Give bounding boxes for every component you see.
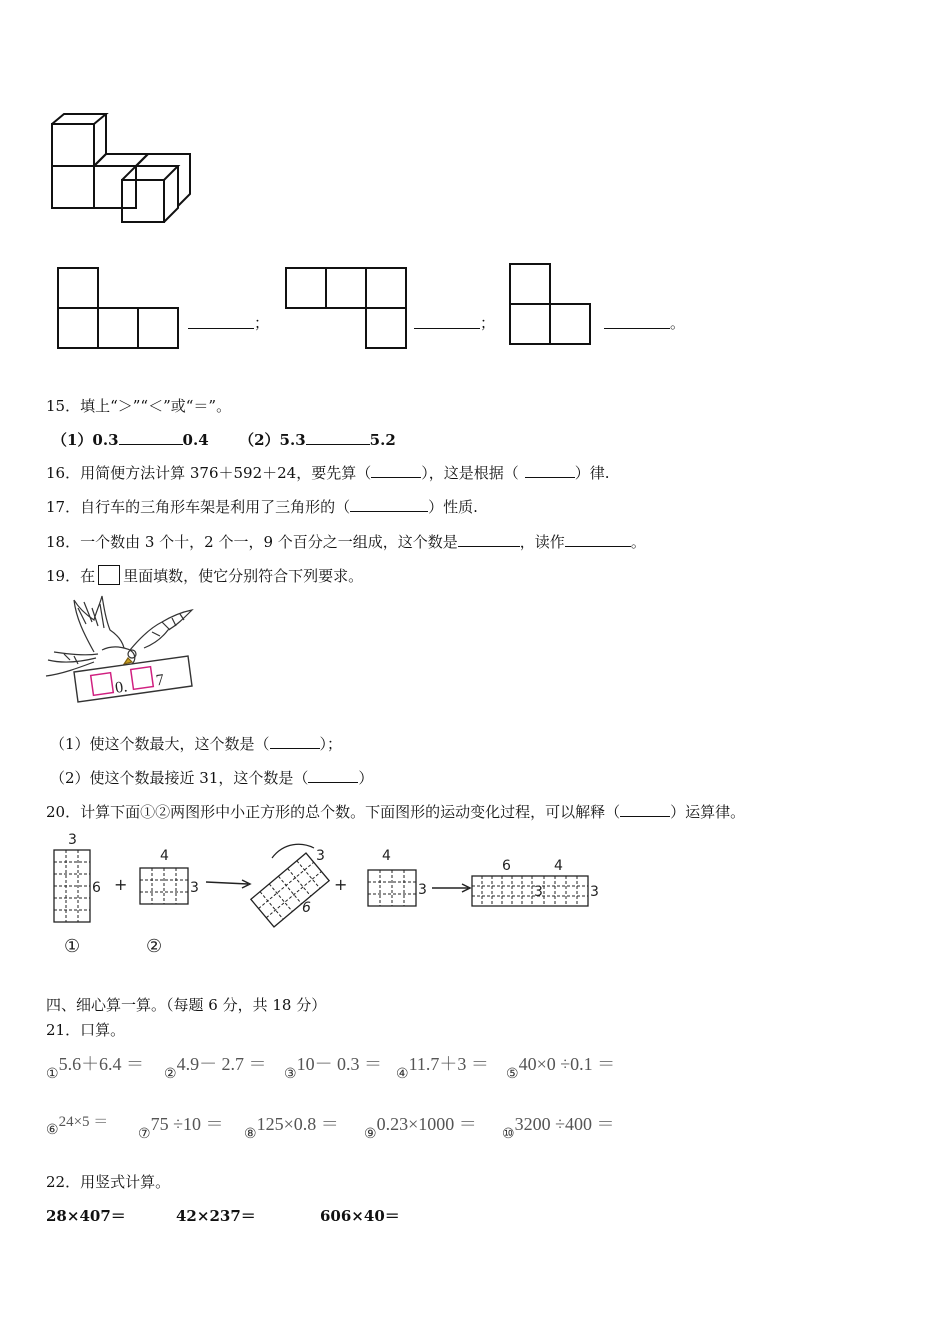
fig2-label: ②	[146, 936, 163, 957]
calc-num-1: ①	[46, 1067, 59, 1082]
q19-pre: 19．在	[46, 567, 96, 585]
q14-blank-3[interactable]	[604, 314, 670, 329]
q22-item-1: 28×407＝	[46, 1207, 126, 1225]
q19-part1-post: ）；	[319, 735, 343, 753]
q19-blank-2[interactable]	[308, 768, 358, 783]
q19-part2	[50, 767, 373, 788]
fig3-side-label-1: 3	[316, 848, 325, 864]
fig5-side-label: 3	[590, 884, 599, 900]
calc-item-5	[506, 1050, 615, 1083]
q19-inline-box	[98, 565, 120, 585]
calc-item-3	[284, 1050, 382, 1083]
q22-item-3: 606×40＝	[320, 1207, 400, 1225]
fig2-top-label: 4	[160, 848, 169, 864]
q17-post: ）性质.	[428, 498, 478, 516]
q20-figure	[44, 830, 604, 960]
q15-part2-post: 5.2	[369, 431, 396, 449]
q22-item-2: 42×237＝	[176, 1207, 256, 1225]
q17-pre: 17．自行车的三角形车架是利用了三角形的（	[46, 498, 351, 516]
q19-part2-post: ）	[358, 769, 374, 787]
calc-num-8: ⑧	[244, 1127, 257, 1142]
calc-expr-9: 0.23×1000 ＝	[376, 1114, 477, 1134]
calc-num-4: ④	[396, 1067, 409, 1082]
q15-blank-2[interactable]	[306, 430, 370, 445]
view-3	[508, 262, 596, 350]
q14-sep-2: ；	[480, 314, 496, 332]
arrow-1	[206, 882, 248, 884]
q22-title: 22．用竖式计算。	[46, 1173, 171, 1191]
calc-expr-3: 10－ 0.3 ＝	[296, 1054, 383, 1074]
calc-item-9	[364, 1110, 477, 1143]
fig2-grid	[140, 868, 188, 904]
calc-item-1	[46, 1050, 144, 1083]
plus-1: +	[114, 875, 128, 894]
fig2-side-label: 3	[190, 880, 199, 896]
fig1-label: ①	[64, 936, 81, 957]
q19-text	[46, 565, 363, 586]
q19-part2-pre: （2）使这个数最接近 31，这个数是（	[50, 769, 309, 787]
bird-card-right: 7	[154, 671, 166, 690]
fig3-side-label-2: 6	[302, 900, 311, 916]
view-2	[284, 266, 410, 352]
calc-item-2	[164, 1050, 267, 1083]
q18-blank-2[interactable]	[565, 532, 631, 547]
calc-expr-10: 3200 ÷400 ＝	[514, 1114, 615, 1134]
bird-card-middle: 0.	[114, 678, 129, 697]
q18-post: 。	[630, 533, 646, 551]
q19-part1	[50, 733, 342, 754]
q20-post: ）运算律。	[670, 803, 746, 821]
q16-text	[46, 462, 610, 483]
calc-num-9: ⑨	[364, 1127, 377, 1142]
plus-2: +	[334, 875, 348, 894]
q21-title: 21．口算。	[46, 1021, 126, 1039]
fig5-top-label-2: 4	[554, 858, 563, 874]
view-1	[56, 266, 182, 352]
q20-blank[interactable]	[620, 802, 670, 817]
calc-expr-8: 125×0.8 ＝	[256, 1114, 339, 1134]
q15-part2-pre: （2）5.3	[239, 431, 306, 449]
q15-part1-pre: （1）0.3	[52, 431, 119, 449]
calc-num-10: ⑩	[502, 1127, 515, 1142]
calc-num-3: ③	[284, 1067, 297, 1082]
calc-item-7	[138, 1110, 223, 1143]
q15-parts	[52, 429, 396, 450]
q16-post: ）律.	[574, 464, 610, 482]
q14-sep-1: ；	[254, 314, 270, 332]
calc-num-2: ②	[164, 1067, 177, 1082]
fig4-top-label: 4	[382, 848, 391, 864]
q17-blank[interactable]	[350, 497, 428, 512]
calc-item-10	[502, 1110, 614, 1143]
q17-text	[46, 496, 478, 517]
calc-expr-1: 5.6＋6.4 ＝	[58, 1054, 145, 1074]
calc-expr-4: 11.7＋3 ＝	[408, 1054, 489, 1074]
q15-text: 15．填上“＞”“＜”或“＝”。	[46, 397, 232, 415]
q16-pre: 16．用简便方法计算 376＋592＋24，要先算（	[46, 464, 372, 482]
calc-num-7: ⑦	[138, 1127, 151, 1142]
fig1-grid	[54, 850, 90, 922]
q19-blank-1[interactable]	[270, 734, 320, 749]
calc-item-6	[46, 1110, 108, 1139]
q18-text	[46, 531, 646, 552]
q19-part1-pre: （1）使这个数最大，这个数是（	[50, 735, 270, 753]
q20-text	[46, 801, 745, 822]
q14-end: 。	[670, 314, 686, 332]
q18-pre: 18．一个数由 3 个十，2 个一，9 个百分之一组成，这个数是	[46, 533, 458, 551]
fig4-side-label: 3	[418, 882, 427, 898]
q18-mid: ，读作	[519, 533, 565, 551]
q20-pre: 20．计算下面①②两图形中小正方形的总个数。下面图形的运动变化过程，可以解释（	[46, 803, 621, 821]
q16-mid: ），这是根据（	[421, 464, 519, 482]
q15-part1-post: 0.4	[182, 431, 209, 449]
fig1-top-label: 3	[68, 832, 77, 848]
q15-blank-1[interactable]	[119, 430, 183, 445]
q16-blank-2[interactable]	[525, 463, 575, 478]
calc-expr-2: 4.9－ 2.7 ＝	[176, 1054, 267, 1074]
calc-num-6: ⑥	[46, 1123, 59, 1138]
fig4-grid	[368, 870, 416, 906]
calc-expr-7: 75 ÷10 ＝	[150, 1114, 224, 1134]
fig5-mid-label: 3	[534, 884, 543, 900]
q14-blank-2[interactable]	[414, 314, 480, 329]
q19-post: 里面填数，使它分别符合下列要求。	[123, 567, 364, 585]
fig5-top-label-1: 6	[502, 858, 511, 874]
q14-blank-1[interactable]	[188, 314, 254, 329]
calc-num-5: ⑤	[506, 1067, 519, 1082]
section4-title: 四、细心算一算。（每题 6 分，共 18 分）	[46, 996, 327, 1014]
q16-blank-1[interactable]	[371, 463, 421, 478]
calc-item-8	[244, 1110, 339, 1143]
fig5-grid	[472, 876, 588, 906]
calc-expr-5: 40×0 ÷0.1 ＝	[518, 1054, 616, 1074]
cube-figure	[50, 112, 195, 224]
fig3-grid	[251, 853, 329, 927]
fig1-side-label: 6	[92, 880, 101, 896]
bird-illustration	[44, 594, 194, 710]
calc-item-4	[396, 1050, 489, 1083]
q18-blank-1[interactable]	[458, 532, 520, 547]
calc-expr-6: 24×5 ＝	[58, 1114, 109, 1130]
